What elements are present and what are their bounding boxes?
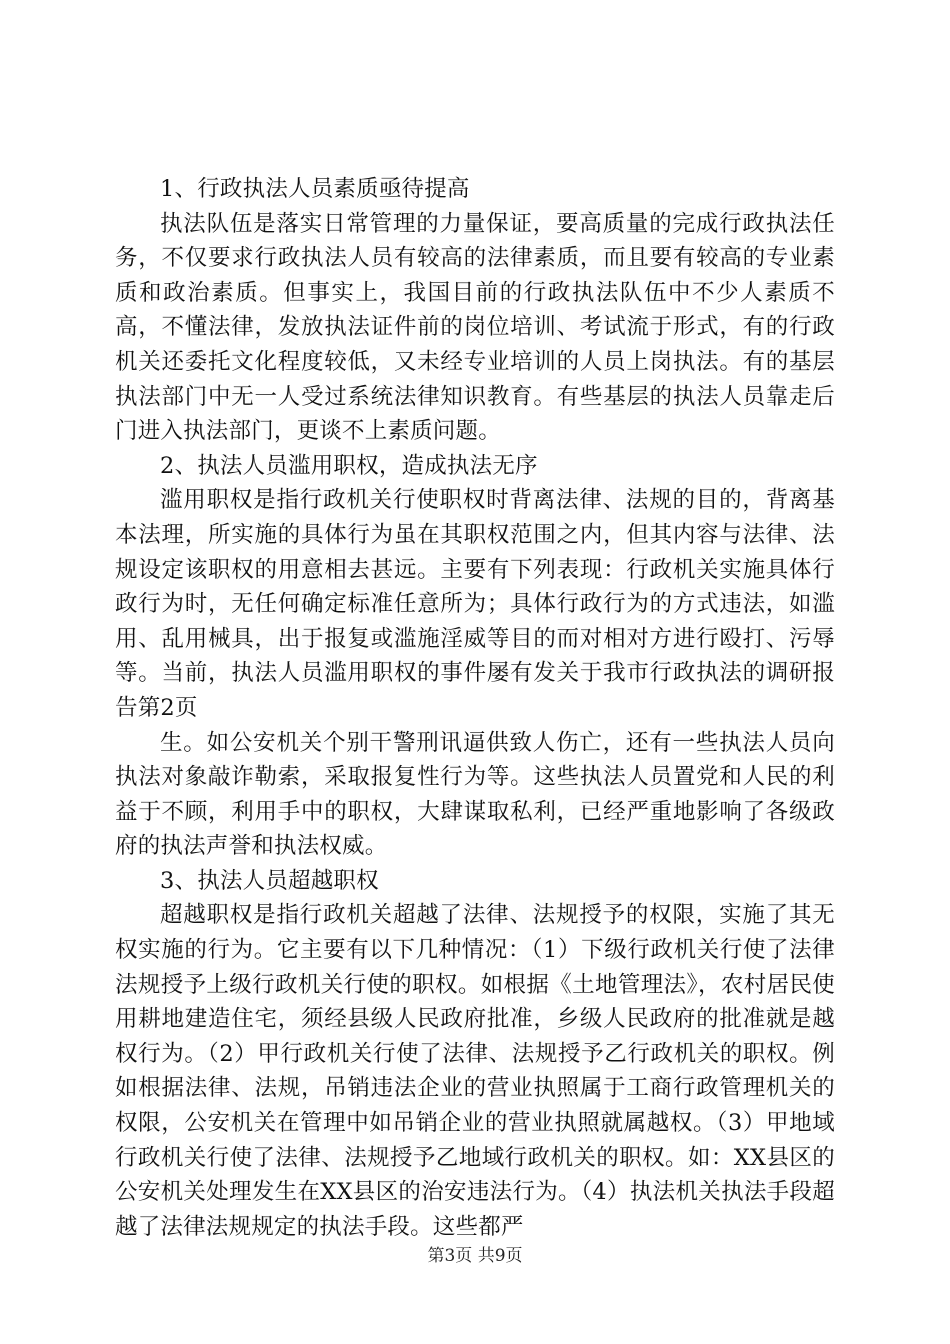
body-paragraph-3: 生。如公安机关个别干警刑讯逼供致人伤亡，还有一些执法人员向执法对象敲诈勒索，采取报复性行为等。这些执法人员置党和人民的利益于不顾，利用手中的职权，大肆谋取私利，已经严重地影响了各级政府的执法声誉和执法权威。	[115, 729, 835, 860]
section-heading-2: 2、执法人员滥用职权，造成执法无序	[160, 452, 538, 479]
page-footer	[0, 1245, 950, 1267]
document-body	[115, 172, 835, 1244]
section-heading-3: 3、执法人员超越职权	[160, 867, 379, 894]
page-number: 第3页 共9页	[427, 1246, 523, 1266]
body-paragraph-2: 滥用职权是指行政机关行使职权时背离法律、法规的目的，背离基本法理，所实施的具体行为虽在其职权范围之内，但其内容与法律、法规设定该职权的用意相去甚远。主要有下列表现：行政机关实施具体行政行为时，无任何确定标准任意所为；具体行政行为的方式违法，如滥用、乱用械具，出于报复或滥施淫威等目的而对相对方进行殴打、污辱等。当前，执法人员滥用职权的事件屡有发关于我市行政执法的调研报告第2页	[115, 487, 835, 721]
section-heading-1: 1、行政执法人员素质亟待提高	[160, 176, 470, 202]
body-paragraph-4: 超越职权是指行政机关超越了法律、法规授予的权限，实施了其无权实施的行为。它主要有以下几种情况：（1）下级行政机关行使了法律法规授予上级行政机关行使的职权。如根据《土地管理法》，农村居民使用耕地建造住宅，须经县级人民政府批准，乡级人民政府的批准就是越权行为。（2）甲行政机关行使了法律、法规授予乙行政机关的职权。例如根据法律、法规，吊销违法企业的营业执照属于工商行政管理机关的权限，公安机关在管理中如吊销企业的营业执照就属越权。（3）甲地域行政机关行使了法律、法规授予乙地域行政机关的职权。如：XX县区的公安机关处理发生在XX县区的治安违法行为。（4）执法机关执法手段超越了法律法规规定的执法手段。这些都严	[115, 902, 835, 1240]
body-paragraph-1: 执法队伍是落实日常管理的力量保证，要高质量的完成行政执法任务，不仅要求行政执法人员有较高的法律素质，而且要有较高的专业素质和政治素质。但事实上，我国目前的行政执法队伍中不少人素质不高，不懂法律，发放执法证件前的岗位培训、考试流于形式，有的行政机关还委托文化程度较低，又未经专业培训的人员上岗执法。有的基层执法部门中无一人受过系统法律知识教育。有些基层的执法人员靠走后门进入执法部门，更谈不上素质问题。	[115, 210, 835, 445]
